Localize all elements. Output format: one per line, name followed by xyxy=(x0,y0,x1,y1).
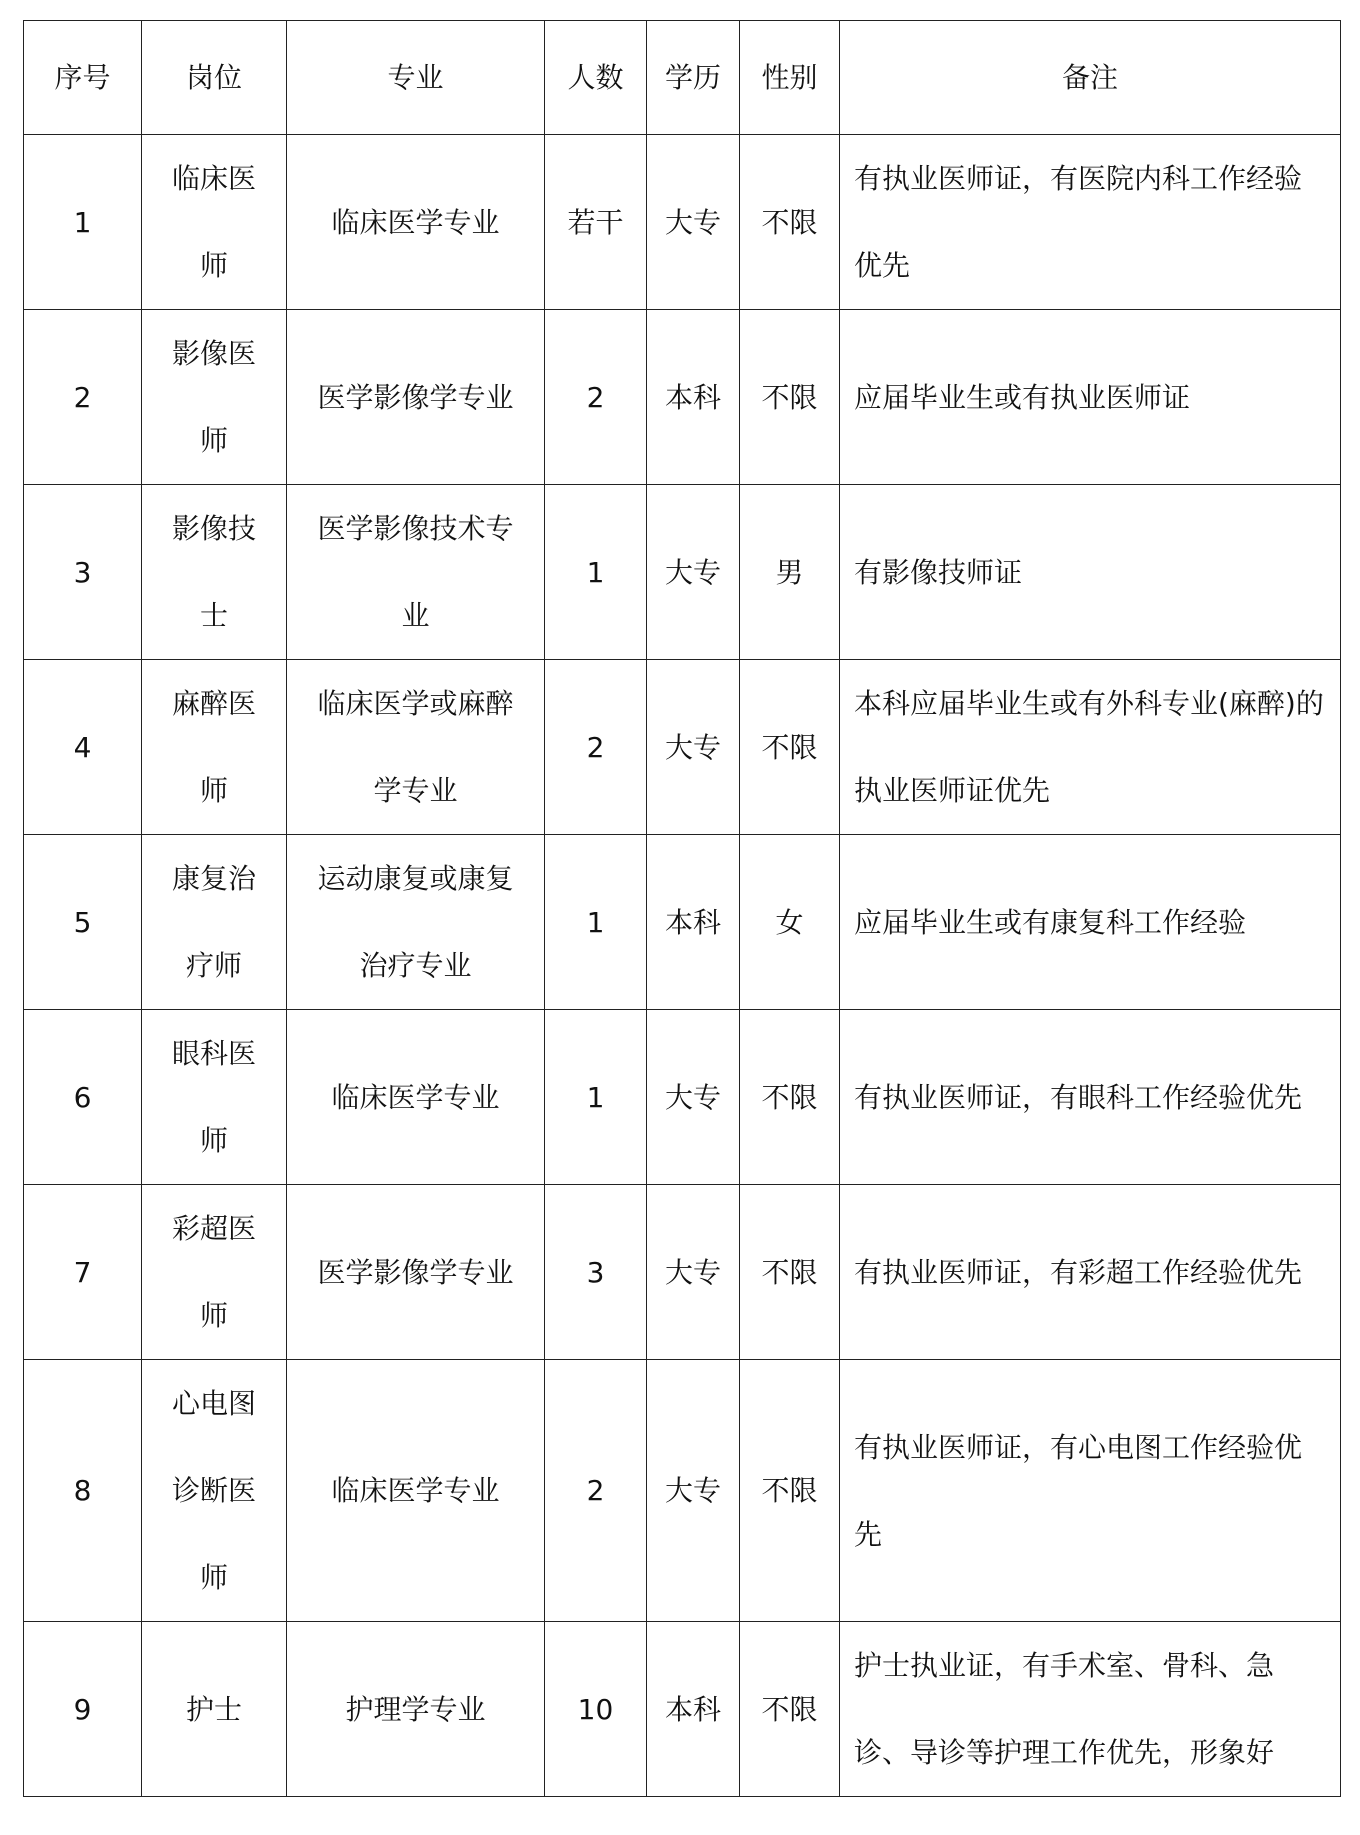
cell-gender: 不限 xyxy=(740,310,840,485)
cell-major: 医学影像学专业 xyxy=(287,310,545,485)
cell-no: 2 xyxy=(24,310,142,485)
cell-education: 大专 xyxy=(647,660,740,835)
cell-no: 8 xyxy=(24,1360,142,1622)
cell-no: 5 xyxy=(24,835,142,1010)
cell-education: 大专 xyxy=(647,1010,740,1185)
cell-major: 医学影像学专业 xyxy=(287,1185,545,1360)
cell-note: 有影像技师证 xyxy=(840,485,1341,660)
cell-post: 护士 xyxy=(142,1622,287,1797)
cell-note: 应届毕业生或有康复科工作经验 xyxy=(840,835,1341,1010)
cell-gender: 女 xyxy=(740,835,840,1010)
cell-note: 有执业医师证，有眼科工作经验优先 xyxy=(840,1010,1341,1185)
cell-education: 大专 xyxy=(647,485,740,660)
cell-education: 本科 xyxy=(647,1622,740,1797)
cell-major: 临床医学专业 xyxy=(287,1010,545,1185)
cell-count: 1 xyxy=(545,485,647,660)
cell-post: 影像医师 xyxy=(142,310,287,485)
cell-gender: 不限 xyxy=(740,1185,840,1360)
cell-education: 大专 xyxy=(647,135,740,310)
table-row xyxy=(24,835,1341,1010)
cell-post: 麻醉医师 xyxy=(142,660,287,835)
cell-note: 有执业医师证，有医院内科工作经验优先 xyxy=(840,135,1341,310)
cell-major: 运动康复或康复治疗专业 xyxy=(287,835,545,1010)
cell-education: 大专 xyxy=(647,1360,740,1622)
cell-post: 眼科医师 xyxy=(142,1010,287,1185)
cell-gender: 男 xyxy=(740,485,840,660)
table-row xyxy=(24,1010,1341,1185)
header-count: 人数 xyxy=(545,21,647,135)
cell-note: 应届毕业生或有执业医师证 xyxy=(840,310,1341,485)
cell-no: 3 xyxy=(24,485,142,660)
header-note: 备注 xyxy=(840,21,1341,135)
table-row xyxy=(24,135,1341,310)
cell-gender: 不限 xyxy=(740,1360,840,1622)
cell-post: 影像技士 xyxy=(142,485,287,660)
cell-count: 2 xyxy=(545,660,647,835)
cell-education: 本科 xyxy=(647,835,740,1010)
cell-major: 临床医学或麻醉学专业 xyxy=(287,660,545,835)
cell-note: 本科应届毕业生或有外科专业(麻醉)的执业医师证优先 xyxy=(840,660,1341,835)
cell-major: 临床医学专业 xyxy=(287,135,545,310)
cell-education: 大专 xyxy=(647,1185,740,1360)
cell-gender: 不限 xyxy=(740,1622,840,1797)
cell-note: 有执业医师证，有心电图工作经验优先 xyxy=(840,1360,1341,1622)
cell-major: 医学影像技术专业 xyxy=(287,485,545,660)
cell-no: 9 xyxy=(24,1622,142,1797)
cell-major: 护理学专业 xyxy=(287,1622,545,1797)
cell-count: 3 xyxy=(545,1185,647,1360)
cell-gender: 不限 xyxy=(740,135,840,310)
cell-note: 护士执业证，有手术室、骨科、急诊、导诊等护理工作优先，形象好 xyxy=(840,1622,1341,1797)
cell-no: 4 xyxy=(24,660,142,835)
cell-count: 若干 xyxy=(545,135,647,310)
cell-no: 6 xyxy=(24,1010,142,1185)
table-row xyxy=(24,310,1341,485)
cell-post: 彩超医师 xyxy=(142,1185,287,1360)
cell-count: 2 xyxy=(545,310,647,485)
header-education: 学历 xyxy=(647,21,740,135)
cell-major: 临床医学专业 xyxy=(287,1360,545,1622)
table-row xyxy=(24,485,1341,660)
table-row xyxy=(24,1622,1341,1797)
cell-education: 本科 xyxy=(647,310,740,485)
cell-note: 有执业医师证，有彩超工作经验优先 xyxy=(840,1185,1341,1360)
cell-count: 2 xyxy=(545,1360,647,1622)
cell-count: 1 xyxy=(545,835,647,1010)
header-no: 序号 xyxy=(24,21,142,135)
cell-no: 7 xyxy=(24,1185,142,1360)
cell-count: 10 xyxy=(545,1622,647,1797)
cell-count: 1 xyxy=(545,1010,647,1185)
cell-gender: 不限 xyxy=(740,1010,840,1185)
header-major: 专业 xyxy=(287,21,545,135)
header-gender: 性别 xyxy=(740,21,840,135)
header-post: 岗位 xyxy=(142,21,287,135)
table-row xyxy=(24,660,1341,835)
table-row xyxy=(24,1185,1341,1360)
cell-post: 临床医师 xyxy=(142,135,287,310)
cell-gender: 不限 xyxy=(740,660,840,835)
table-header-row xyxy=(24,21,1341,135)
recruitment-table xyxy=(23,20,1341,1797)
cell-post: 康复治疗师 xyxy=(142,835,287,1010)
table-row xyxy=(24,1360,1341,1622)
cell-post: 心电图诊断医师 xyxy=(142,1360,287,1622)
cell-no: 1 xyxy=(24,135,142,310)
